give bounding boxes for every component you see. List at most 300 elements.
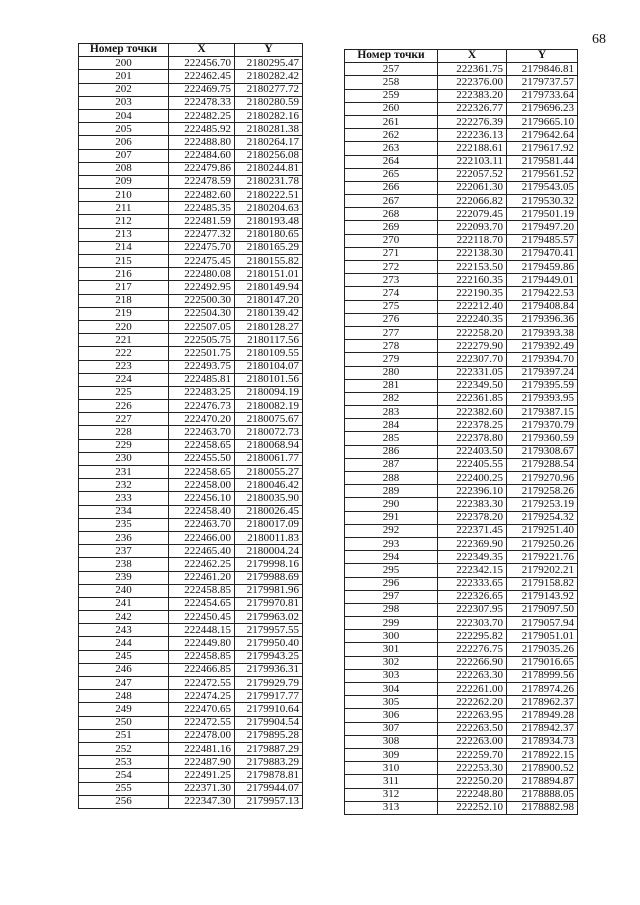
table-row (345, 208, 578, 221)
y-coordinate-cell: 2179449.01 (507, 274, 578, 287)
table-row (345, 406, 578, 419)
table-row (345, 524, 578, 537)
x-coordinate-cell: 222480.08 (169, 268, 235, 281)
table-row (79, 505, 303, 518)
x-coordinate-cell: 222458.40 (169, 505, 235, 518)
point-number-cell: 311 (345, 775, 438, 788)
y-coordinate-cell: 2179950.40 (235, 637, 303, 650)
x-coordinate-cell: 222295.82 (438, 630, 507, 643)
table-row (79, 307, 303, 320)
x-coordinate-cell: 222276.75 (438, 643, 507, 656)
table-row (345, 181, 578, 194)
x-coordinate-cell: 222378.25 (438, 419, 507, 432)
x-coordinate-cell: 222478.33 (169, 96, 235, 109)
table-row (79, 637, 303, 650)
point-number-cell: 219 (79, 307, 169, 320)
table-row (345, 630, 578, 643)
table-body-left (79, 57, 303, 809)
y-coordinate-cell: 2179422.53 (507, 287, 578, 300)
x-coordinate-cell: 222475.45 (169, 255, 235, 268)
table-row (79, 189, 303, 202)
y-coordinate-cell: 2180282.42 (235, 70, 303, 83)
y-coordinate-cell: 2179642.64 (507, 129, 578, 142)
y-coordinate-cell: 2179016.65 (507, 656, 578, 669)
y-coordinate-cell: 2180193.48 (235, 215, 303, 228)
y-coordinate-cell: 2179617.92 (507, 142, 578, 155)
y-coordinate-cell: 2179158.82 (507, 577, 578, 590)
x-coordinate-cell: 222307.70 (438, 353, 507, 366)
point-number-cell: 215 (79, 255, 169, 268)
table-row (345, 537, 578, 550)
point-number-cell: 301 (345, 643, 438, 656)
point-number-cell: 261 (345, 115, 438, 128)
point-number-cell: 272 (345, 261, 438, 274)
x-coordinate-cell: 222475.70 (169, 241, 235, 254)
table-row (345, 340, 578, 353)
table-row (79, 729, 303, 742)
y-coordinate-cell: 2179251.40 (507, 524, 578, 537)
x-coordinate-cell: 222258.20 (438, 326, 507, 339)
y-coordinate-cell: 2179543.05 (507, 181, 578, 194)
point-number-cell: 297 (345, 590, 438, 603)
point-number-cell: 294 (345, 551, 438, 564)
table-row (345, 472, 578, 485)
x-coordinate-cell: 222253.30 (438, 762, 507, 775)
y-coordinate-cell: 2180026.45 (235, 505, 303, 518)
point-number-cell: 303 (345, 669, 438, 682)
table-row (345, 142, 578, 155)
x-coordinate-cell: 222484.60 (169, 149, 235, 162)
table-row (345, 247, 578, 260)
y-coordinate-cell: 2179051.01 (507, 630, 578, 643)
y-coordinate-cell: 2180011.83 (235, 531, 303, 544)
point-number-cell: 243 (79, 624, 169, 637)
table-row (345, 669, 578, 682)
header-y: Y (507, 50, 578, 63)
x-coordinate-cell: 222383.20 (438, 89, 507, 102)
x-coordinate-cell: 222212.40 (438, 300, 507, 313)
y-coordinate-cell: 2179057.94 (507, 617, 578, 630)
y-coordinate-cell: 2179970.81 (235, 597, 303, 610)
table-row (79, 241, 303, 254)
x-coordinate-cell: 222456.70 (169, 57, 235, 70)
point-number-cell: 253 (79, 756, 169, 769)
y-coordinate-cell: 2180222.51 (235, 189, 303, 202)
y-coordinate-cell: 2179254.32 (507, 511, 578, 524)
coordinates-table-left (78, 43, 303, 809)
y-coordinate-cell: 2179943.25 (235, 650, 303, 663)
table-row (345, 801, 578, 814)
y-coordinate-cell: 2179097.50 (507, 603, 578, 616)
x-coordinate-cell: 222481.59 (169, 215, 235, 228)
point-number-cell: 214 (79, 241, 169, 254)
x-coordinate-cell: 222349.35 (438, 551, 507, 564)
point-number-cell: 280 (345, 366, 438, 379)
x-coordinate-cell: 222333.65 (438, 577, 507, 590)
x-coordinate-cell: 222347.30 (169, 795, 235, 808)
point-number-cell: 270 (345, 234, 438, 247)
table-body-right (345, 63, 578, 815)
x-coordinate-cell: 222472.55 (169, 716, 235, 729)
table-row (79, 83, 303, 96)
point-number-cell: 293 (345, 537, 438, 550)
y-coordinate-cell: 2179308.67 (507, 445, 578, 458)
table-row (79, 677, 303, 690)
x-coordinate-cell: 222263.50 (438, 722, 507, 735)
table-row (345, 590, 578, 603)
y-coordinate-cell: 2180004.24 (235, 545, 303, 558)
x-coordinate-cell: 222376.00 (438, 76, 507, 89)
table-row (345, 379, 578, 392)
point-number-cell: 200 (79, 57, 169, 70)
table-row (79, 479, 303, 492)
point-number-cell: 208 (79, 162, 169, 175)
table-row (79, 624, 303, 637)
x-coordinate-cell: 222263.30 (438, 669, 507, 682)
y-coordinate-cell: 2180072.73 (235, 426, 303, 439)
x-coordinate-cell: 222236.13 (438, 129, 507, 142)
table-row (345, 155, 578, 168)
x-coordinate-cell: 222462.45 (169, 70, 235, 83)
point-number-cell: 217 (79, 281, 169, 294)
table-row (79, 228, 303, 241)
table-row (79, 558, 303, 571)
point-number-cell: 291 (345, 511, 438, 524)
point-number-cell: 216 (79, 268, 169, 281)
table-row (345, 656, 578, 669)
table-row (79, 281, 303, 294)
coordinates-table-right (344, 49, 578, 815)
y-coordinate-cell: 2179397.24 (507, 366, 578, 379)
x-coordinate-cell: 222492.95 (169, 281, 235, 294)
y-coordinate-cell: 2179459.86 (507, 261, 578, 274)
table-row (345, 498, 578, 511)
point-number-cell: 209 (79, 175, 169, 188)
y-coordinate-cell: 2179501.19 (507, 208, 578, 221)
point-number-cell: 266 (345, 181, 438, 194)
y-coordinate-cell: 2179394.70 (507, 353, 578, 366)
table-row (79, 650, 303, 663)
y-coordinate-cell: 2179288.54 (507, 458, 578, 471)
point-number-cell: 211 (79, 202, 169, 215)
point-number-cell: 310 (345, 762, 438, 775)
table-row (345, 195, 578, 208)
point-number-cell: 274 (345, 287, 438, 300)
y-coordinate-cell: 2178882.98 (507, 801, 578, 814)
y-coordinate-cell: 2178942.37 (507, 722, 578, 735)
x-coordinate-cell: 222188.61 (438, 142, 507, 155)
point-number-cell: 225 (79, 386, 169, 399)
x-coordinate-cell: 222477.32 (169, 228, 235, 241)
header-point-number: Номер точки (345, 50, 438, 63)
point-number-cell: 202 (79, 83, 169, 96)
table-header-row (345, 50, 578, 63)
point-number-cell: 277 (345, 326, 438, 339)
table-row (345, 326, 578, 339)
y-coordinate-cell: 2179387.15 (507, 406, 578, 419)
y-coordinate-cell: 2180256.08 (235, 149, 303, 162)
point-number-cell: 241 (79, 597, 169, 610)
table-row (345, 748, 578, 761)
point-number-cell: 287 (345, 458, 438, 471)
table-row (345, 115, 578, 128)
y-coordinate-cell: 2180068.94 (235, 439, 303, 452)
x-coordinate-cell: 222493.75 (169, 360, 235, 373)
table-row (345, 603, 578, 616)
point-number-cell: 289 (345, 485, 438, 498)
point-number-cell: 227 (79, 413, 169, 426)
table-row (79, 716, 303, 729)
x-coordinate-cell: 222331.05 (438, 366, 507, 379)
y-coordinate-cell: 2179665.10 (507, 115, 578, 128)
y-coordinate-cell: 2180017.09 (235, 518, 303, 531)
table-row (345, 353, 578, 366)
point-number-cell: 312 (345, 788, 438, 801)
x-coordinate-cell: 222361.85 (438, 392, 507, 405)
x-coordinate-cell: 222463.70 (169, 518, 235, 531)
point-number-cell: 242 (79, 611, 169, 624)
y-coordinate-cell: 2180101.56 (235, 373, 303, 386)
x-coordinate-cell: 222326.65 (438, 590, 507, 603)
table-row (345, 234, 578, 247)
x-coordinate-cell: 222491.25 (169, 769, 235, 782)
point-number-cell: 235 (79, 518, 169, 531)
table-row (79, 531, 303, 544)
table-row (79, 109, 303, 122)
table-row (79, 584, 303, 597)
y-coordinate-cell: 2180149.94 (235, 281, 303, 294)
y-coordinate-cell: 2179904.54 (235, 716, 303, 729)
y-coordinate-cell: 2180061.77 (235, 452, 303, 465)
y-coordinate-cell: 2179395.59 (507, 379, 578, 392)
x-coordinate-cell: 222476.73 (169, 400, 235, 413)
y-coordinate-cell: 2179988.69 (235, 571, 303, 584)
table-row (345, 168, 578, 181)
x-coordinate-cell: 222485.35 (169, 202, 235, 215)
point-number-cell: 254 (79, 769, 169, 782)
y-coordinate-cell: 2180231.78 (235, 175, 303, 188)
table-row (345, 419, 578, 432)
x-coordinate-cell: 222478.00 (169, 729, 235, 742)
table-row (79, 334, 303, 347)
point-number-cell: 201 (79, 70, 169, 83)
point-number-cell: 271 (345, 247, 438, 260)
table-row (345, 102, 578, 115)
point-number-cell: 306 (345, 709, 438, 722)
x-coordinate-cell: 222190.35 (438, 287, 507, 300)
x-coordinate-cell: 222501.75 (169, 347, 235, 360)
table-row (345, 89, 578, 102)
x-coordinate-cell: 222458.85 (169, 650, 235, 663)
y-coordinate-cell: 2179143.92 (507, 590, 578, 603)
x-coordinate-cell: 222466.00 (169, 531, 235, 544)
x-coordinate-cell: 222482.60 (169, 189, 235, 202)
table-row (79, 149, 303, 162)
x-coordinate-cell: 222342.15 (438, 564, 507, 577)
table-row (345, 76, 578, 89)
y-coordinate-cell: 2179929.79 (235, 677, 303, 690)
point-number-cell: 244 (79, 637, 169, 650)
point-number-cell: 288 (345, 472, 438, 485)
point-number-cell: 237 (79, 545, 169, 558)
y-coordinate-cell: 2178922.15 (507, 748, 578, 761)
y-coordinate-cell: 2178900.52 (507, 762, 578, 775)
header-x: X (169, 44, 235, 57)
y-coordinate-cell: 2180281.38 (235, 123, 303, 136)
y-coordinate-cell: 2179270.96 (507, 472, 578, 485)
x-coordinate-cell: 222303.70 (438, 617, 507, 630)
point-number-cell: 205 (79, 123, 169, 136)
y-coordinate-cell: 2178999.56 (507, 669, 578, 682)
y-coordinate-cell: 2179917.77 (235, 690, 303, 703)
table-row (345, 511, 578, 524)
y-coordinate-cell: 2179470.41 (507, 247, 578, 260)
x-coordinate-cell: 222153.50 (438, 261, 507, 274)
point-number-cell: 304 (345, 683, 438, 696)
y-coordinate-cell: 2178934.73 (507, 735, 578, 748)
y-coordinate-cell: 2179035.26 (507, 643, 578, 656)
table-row (79, 703, 303, 716)
point-number-cell: 222 (79, 347, 169, 360)
y-coordinate-cell: 2179561.52 (507, 168, 578, 181)
point-number-cell: 292 (345, 524, 438, 537)
point-number-cell: 273 (345, 274, 438, 287)
y-coordinate-cell: 2179944.07 (235, 782, 303, 795)
y-coordinate-cell: 2179530.32 (507, 195, 578, 208)
point-number-cell: 283 (345, 406, 438, 419)
x-coordinate-cell: 222458.65 (169, 466, 235, 479)
y-coordinate-cell: 2179936.31 (235, 663, 303, 676)
x-coordinate-cell: 222469.75 (169, 83, 235, 96)
point-number-cell: 252 (79, 742, 169, 755)
table-row (79, 57, 303, 70)
table-header-row (79, 44, 303, 57)
point-number-cell: 245 (79, 650, 169, 663)
x-coordinate-cell: 222482.25 (169, 109, 235, 122)
y-coordinate-cell: 2179485.57 (507, 234, 578, 247)
x-coordinate-cell: 222103.11 (438, 155, 507, 168)
table-row (79, 255, 303, 268)
y-coordinate-cell: 2180180.65 (235, 228, 303, 241)
y-coordinate-cell: 2179957.55 (235, 624, 303, 637)
y-coordinate-cell: 2180082.19 (235, 400, 303, 413)
point-number-cell: 239 (79, 571, 169, 584)
point-number-cell: 278 (345, 340, 438, 353)
x-coordinate-cell: 222371.30 (169, 782, 235, 795)
x-coordinate-cell: 222462.25 (169, 558, 235, 571)
point-number-cell: 238 (79, 558, 169, 571)
point-number-cell: 203 (79, 96, 169, 109)
point-number-cell: 221 (79, 334, 169, 347)
x-coordinate-cell: 222261.00 (438, 683, 507, 696)
x-coordinate-cell: 222259.70 (438, 748, 507, 761)
y-coordinate-cell: 2180109.55 (235, 347, 303, 360)
table-row (79, 360, 303, 373)
y-coordinate-cell: 2179392.49 (507, 340, 578, 353)
y-coordinate-cell: 2180277.72 (235, 83, 303, 96)
x-coordinate-cell: 222485.92 (169, 123, 235, 136)
point-number-cell: 284 (345, 419, 438, 432)
table-row (79, 347, 303, 360)
y-coordinate-cell: 2180165.29 (235, 241, 303, 254)
x-coordinate-cell: 222378.80 (438, 432, 507, 445)
table-row (79, 597, 303, 610)
table-row (345, 63, 578, 76)
table-row (345, 709, 578, 722)
table-row (79, 162, 303, 175)
y-coordinate-cell: 2180055.27 (235, 466, 303, 479)
point-number-cell: 246 (79, 663, 169, 676)
point-number-cell: 204 (79, 109, 169, 122)
y-coordinate-cell: 2179883.29 (235, 756, 303, 769)
point-number-cell: 249 (79, 703, 169, 716)
x-coordinate-cell: 222349.50 (438, 379, 507, 392)
y-coordinate-cell: 2180094.19 (235, 386, 303, 399)
y-coordinate-cell: 2179221.76 (507, 551, 578, 564)
point-number-cell: 213 (79, 228, 169, 241)
x-coordinate-cell: 222458.00 (169, 479, 235, 492)
table-row (79, 452, 303, 465)
point-number-cell: 296 (345, 577, 438, 590)
y-coordinate-cell: 2180117.56 (235, 334, 303, 347)
point-number-cell: 285 (345, 432, 438, 445)
table-row (79, 611, 303, 624)
y-coordinate-cell: 2180151.01 (235, 268, 303, 281)
x-coordinate-cell: 222470.20 (169, 413, 235, 426)
point-number-cell: 258 (345, 76, 438, 89)
table-row (345, 577, 578, 590)
table-row (79, 215, 303, 228)
y-coordinate-cell: 2179910.64 (235, 703, 303, 716)
point-number-cell: 302 (345, 656, 438, 669)
y-coordinate-cell: 2179733.64 (507, 89, 578, 102)
point-number-cell: 286 (345, 445, 438, 458)
x-coordinate-cell: 222371.45 (438, 524, 507, 537)
table-row (345, 485, 578, 498)
table-row (345, 129, 578, 142)
point-number-cell: 313 (345, 801, 438, 814)
point-number-cell: 281 (345, 379, 438, 392)
table-row (79, 769, 303, 782)
y-coordinate-cell: 2179258.26 (507, 485, 578, 498)
y-coordinate-cell: 2179998.16 (235, 558, 303, 571)
point-number-cell: 231 (79, 466, 169, 479)
y-coordinate-cell: 2179696.23 (507, 102, 578, 115)
x-coordinate-cell: 222383.30 (438, 498, 507, 511)
table-row (79, 413, 303, 426)
x-coordinate-cell: 222369.90 (438, 537, 507, 550)
table-row (79, 96, 303, 109)
x-coordinate-cell: 222057.52 (438, 168, 507, 181)
table-row (345, 643, 578, 656)
table-row (345, 392, 578, 405)
table-row (79, 756, 303, 769)
x-coordinate-cell: 222507.05 (169, 320, 235, 333)
point-number-cell: 212 (79, 215, 169, 228)
x-coordinate-cell: 222250.20 (438, 775, 507, 788)
table-row (345, 274, 578, 287)
table-row (79, 426, 303, 439)
y-coordinate-cell: 2180139.42 (235, 307, 303, 320)
y-coordinate-cell: 2180244.81 (235, 162, 303, 175)
table-row (79, 663, 303, 676)
point-number-cell: 226 (79, 400, 169, 413)
x-coordinate-cell: 222481.16 (169, 742, 235, 755)
y-coordinate-cell: 2180282.16 (235, 109, 303, 122)
x-coordinate-cell: 222479.86 (169, 162, 235, 175)
table-row (345, 617, 578, 630)
x-coordinate-cell: 222455.50 (169, 452, 235, 465)
